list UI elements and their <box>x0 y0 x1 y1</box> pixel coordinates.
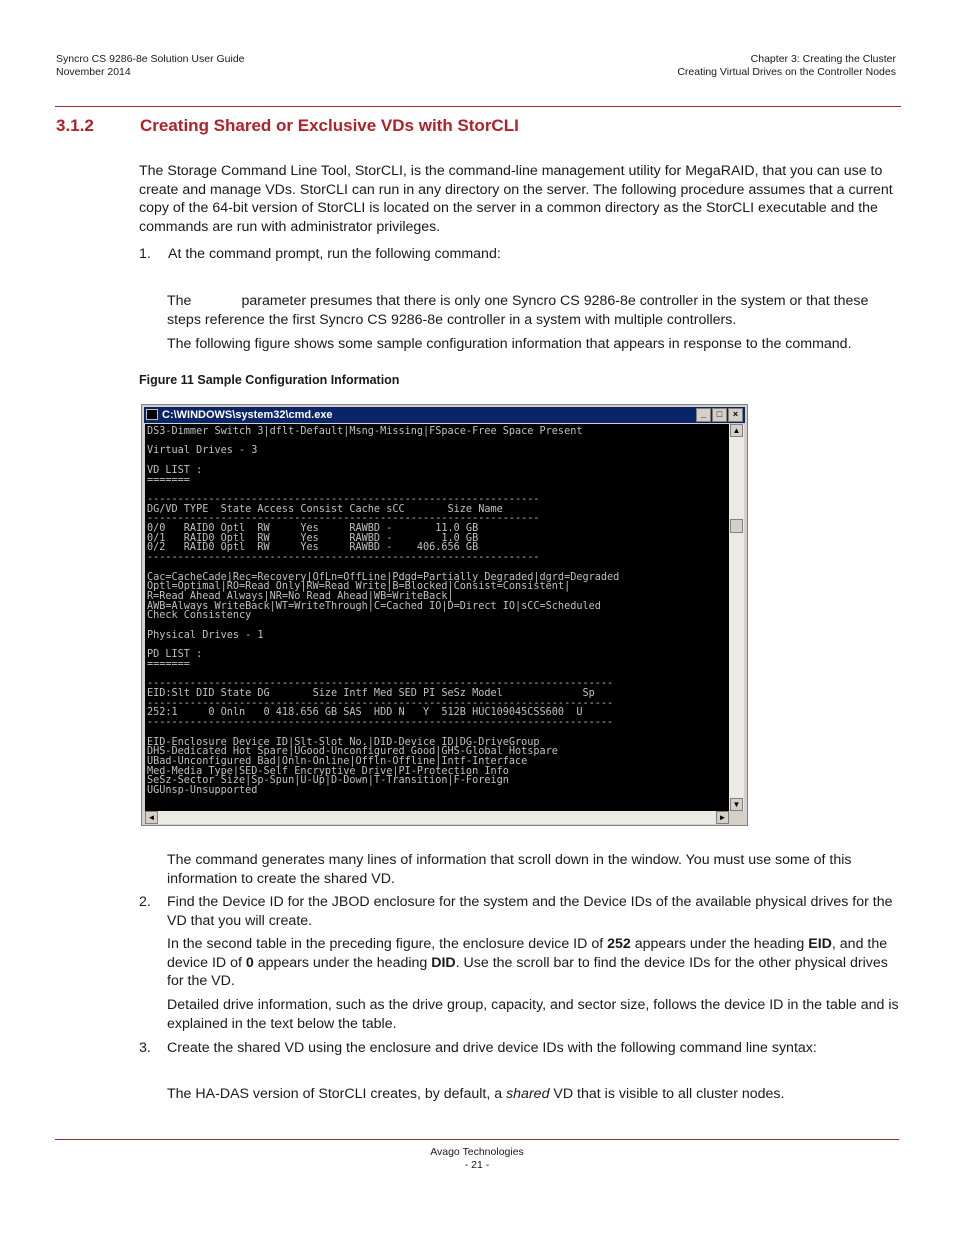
text-run: , and the device ID of <box>167 936 888 971</box>
shared-vd-note <box>167 1085 899 1104</box>
window-controls <box>696 408 743 422</box>
did-heading-ref: DID <box>431 954 456 971</box>
text-run: . Use the scroll bar to find the device IDs for the other physical drives for the VD. <box>167 954 888 989</box>
chapter-title: Chapter 3: Creating the Cluster <box>750 53 896 65</box>
section-context: Creating Virtual Drives on the Controller Nodes <box>677 66 896 78</box>
console-text: DS3-Dimmer Switch 3|dflt-Default|Msng-Missing|FSpace-Free Space Present Virtual Drives - 3 VD LIST : ======= ---------------------------------------------------------------- DG/VD TYPE State Access Consist Cache sCC Size Name ---------------------------------------------------------------- 0/0 RAID0 Optl RW Yes RAWBD - 11.0 GB 0/1 RAID0 Optl RW Yes RAWBD - 1.0 GB 0/2 RAID0 Optl RW Yes RAWBD - 406.656 GB ---------------------------------------------------------------- Cac=CacheCade|Rec=Recovery|OfLn=OffLine|Pdgd=Partially Degraded|dgrd=Degraded Optl=Optimal|RO=Read Only|RW=Read Write|B=Blocked|Consist=Consistent| R=Read Ahead Always|NR=No Read Ahead|WB=WriteBack| AWB=Always WriteBack|WT=WriteThrough|C=Cached IO|D=Direct IO|sCC=Scheduled Check Consistency Physical Drives - 1 PD LIST : ======= ---------------------------------------------------------------------------- EID:Slt DID State DG Size Intf Med SED PI SeSz Model Sp ---------------------------------------------------------------------------- 252:1 0 Onln 0 418.656 GB SAS HDD N Y 512B HUC109045CSS600 U ---------------------------------------------------------------------------- EID-Enclosure Device ID|Slt-Slot No.|DID-Device ID|DG-DriveGroup DHS-Dedicated Hot Spare|UGood-Unconfigured Good|GHS-Global Hotspare UBad-Unconfigured Bad|Onln-Online|Offln-Offline|Intf-Interface Med-Media Type|SED-Self Encryptive Drive|PI-Protection Info SeSz-Sector Size|Sp-Spun|U-Up|D-Down|T-Transition|F-Foreign UGUnsp-Unsupported <box>147 426 620 797</box>
console-app-icon <box>146 409 158 420</box>
cmd-window-title: C:\WINDOWS\system32\cmd.exe <box>162 409 333 421</box>
page-number: - 21 - <box>464 1159 490 1171</box>
scroll-up-icon: ▲ <box>730 424 743 437</box>
text-run: appears under the heading <box>253 954 432 971</box>
section-title: Creating Shared or Exclusive VDs with StorCLI <box>140 116 519 135</box>
drive-info-paragraph: Detailed drive information, such as the drive group, capacity, and sector size, follows the device ID in the table and is explained in the text below the table. <box>167 997 899 1032</box>
vertical-scrollbar <box>729 424 744 811</box>
intro-paragraph: The Storage Command Line Tool, StorCLI, is the command-line management utility for MegaRAID, that you can use to create and manage VDs. StorCLI can run in any directory on the server. The following procedure assumes that a current copy of the 64-bit version of StorCLI is located on the server in a common directory as the StorCLI executable and the commands are run with administrator privileges. <box>139 163 893 235</box>
scroll-right-icon: ► <box>716 811 729 824</box>
running-header-left <box>56 53 245 79</box>
step-text: Find the Device ID for the JBOD enclosure for the system and the Device IDs of the available physical drives for the VD that you will create. <box>167 894 893 929</box>
eid-heading-ref: EID <box>808 936 832 952</box>
console-output <box>145 424 729 811</box>
step-number: 1. <box>139 246 151 262</box>
horizontal-scrollbar <box>145 811 729 824</box>
scroll-down-icon: ▼ <box>730 798 743 811</box>
param-note-body: parameter presumes that there is only one Syncro CS 9286-8e controller in the system or that these steps reference the first Syncro CS 9286-8e controller in a system with multiple controllers. <box>167 293 869 328</box>
text-run: VD that is visible to all cluster nodes. <box>549 1086 785 1102</box>
step-3 <box>139 1039 899 1058</box>
section-heading <box>56 116 519 136</box>
text-run: In the second table in the preceding figure, the enclosure device ID of <box>167 936 608 952</box>
footer-rule <box>55 1139 899 1140</box>
section-number: 3.1.2 <box>56 116 94 135</box>
step-2 <box>139 893 899 931</box>
cmd-title-bar <box>144 407 745 423</box>
step-text: At the command prompt, run the following command: <box>168 246 501 262</box>
header-rule <box>55 106 901 107</box>
cmd-window-screenshot <box>141 404 748 826</box>
close-icon: × <box>728 408 743 422</box>
scroll-thumb <box>730 519 743 533</box>
step-text: Create the shared VD using the enclosure and drive device IDs with the following command line syntax: <box>167 1040 817 1056</box>
scroll-left-icon: ◄ <box>145 811 158 824</box>
param-note-lead: The <box>167 293 192 309</box>
figure-caption: Figure 11 Sample Configuration Information <box>139 373 400 387</box>
step-number: 3. <box>139 1040 151 1056</box>
text-run: appears under the heading <box>630 936 809 952</box>
maximize-icon: □ <box>712 408 727 422</box>
minimize-icon: _ <box>696 408 711 422</box>
shared-emphasis: shared <box>506 1086 550 1102</box>
after-figure-paragraph: The command generates many lines of information that scroll down in the window. You must use some of this information to create the shared VD. <box>167 852 852 887</box>
footer-company: Avago Technologies <box>430 1146 524 1158</box>
text-run: The HA-DAS version of StorCLI creates, by default, a <box>167 1086 507 1102</box>
page-footer <box>0 1146 954 1172</box>
enclosure-id-value: 252 <box>607 936 631 952</box>
enclosure-id-paragraph <box>167 935 899 991</box>
param-note <box>167 292 899 329</box>
doc-date: November 2014 <box>56 66 131 78</box>
device-id-value: 0 <box>245 954 254 971</box>
step-number: 2. <box>139 894 151 910</box>
doc-title: Syncro CS 9286-8e Solution User Guide <box>56 53 245 65</box>
figure-intro: The following figure shows some sample configuration information that appears in response to the command. <box>167 336 852 352</box>
running-header-right <box>677 53 896 79</box>
